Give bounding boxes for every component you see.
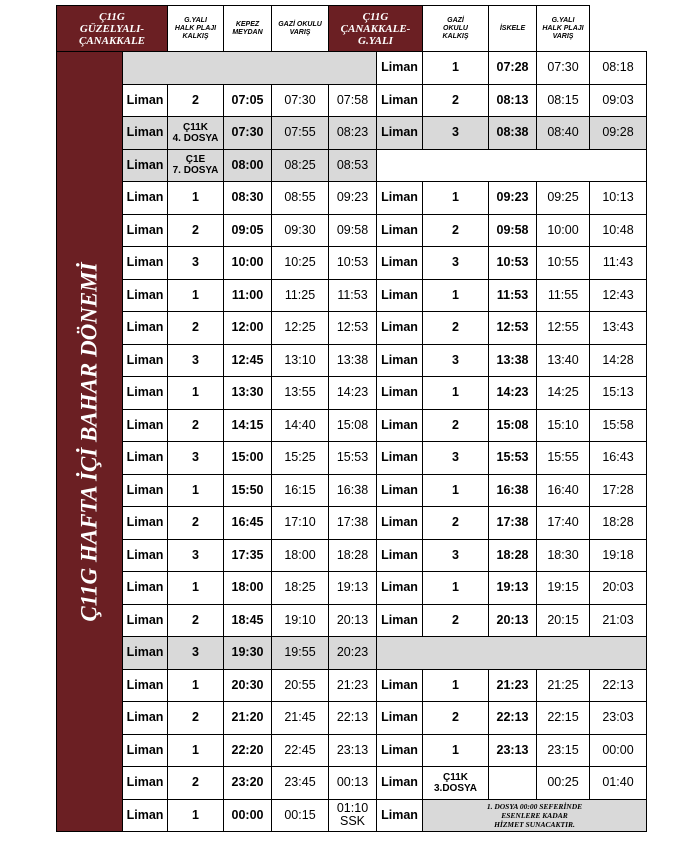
right-mid: 09:25: [537, 182, 590, 215]
right-stop: Liman: [377, 182, 423, 215]
table-row: [57, 377, 647, 410]
left-mid: 00:15: [272, 799, 329, 832]
left-stop: Liman: [123, 702, 168, 735]
side-title-band: [57, 52, 123, 832]
right-group: 1: [423, 734, 489, 767]
left-mid: 22:45: [272, 734, 329, 767]
right-stop: Liman: [377, 669, 423, 702]
right-departure: 12:53: [489, 312, 537, 345]
left-group: 1: [168, 182, 224, 215]
right-mid: 13:40: [537, 344, 590, 377]
right-empty-cell: [377, 637, 647, 670]
right-mid: 07:30: [537, 52, 590, 85]
left-arrival: 09:58: [329, 214, 377, 247]
right-mid: 18:30: [537, 539, 590, 572]
right-mid: 23:15: [537, 734, 590, 767]
right-stop: Liman: [377, 117, 423, 150]
right-departure: 22:13: [489, 702, 537, 735]
right-departure: 15:53: [489, 442, 537, 475]
table-row: [57, 572, 647, 605]
table-row: [57, 604, 647, 637]
left-arrival: 18:28: [329, 539, 377, 572]
left-departure: 17:35: [224, 539, 272, 572]
right-departure: 17:38: [489, 507, 537, 540]
right-mid: 15:10: [537, 409, 590, 442]
right-stop: Liman: [377, 442, 423, 475]
left-stop: Liman: [123, 214, 168, 247]
right-group: 1: [423, 52, 489, 85]
right-stop: Liman: [377, 572, 423, 605]
left-departure: 23:20: [224, 767, 272, 800]
left-stop: Liman: [123, 767, 168, 800]
left-group: 3: [168, 247, 224, 280]
left-mid: 21:45: [272, 702, 329, 735]
left-group: 2: [168, 767, 224, 800]
right-arrival: 14:28: [590, 344, 647, 377]
right-mid: 11:55: [537, 279, 590, 312]
left-arrival: 12:53: [329, 312, 377, 345]
right-departure: 18:28: [489, 539, 537, 572]
right-note: 1. DOSYA 00:00 SEFERİNDE ESENLERE KADAR HİZMET SUNACAKTIR.: [423, 799, 647, 832]
table-row: [57, 312, 647, 345]
left-arrival: 19:13: [329, 572, 377, 605]
right-group: 1: [423, 279, 489, 312]
left-stop: Liman: [123, 312, 168, 345]
left-mid: 18:00: [272, 539, 329, 572]
right-arrival: 00:00: [590, 734, 647, 767]
left-mid: 18:25: [272, 572, 329, 605]
table-row: [57, 214, 647, 247]
left-empty-cell: [123, 52, 377, 85]
left-arrival: 23:13: [329, 734, 377, 767]
right-arrival: 09:28: [590, 117, 647, 150]
right-group: 3: [423, 117, 489, 150]
left-mid: 11:25: [272, 279, 329, 312]
right-group: 2: [423, 604, 489, 637]
right-mid: 15:55: [537, 442, 590, 475]
right-mid: 10:00: [537, 214, 590, 247]
left-group: 1: [168, 669, 224, 702]
left-arrival: 08:53: [329, 149, 377, 182]
right-arrival: 01:40: [590, 767, 647, 800]
right-departure: 20:13: [489, 604, 537, 637]
left-arrival: 01:10 SSK: [329, 799, 377, 832]
left-departure: 10:00: [224, 247, 272, 280]
right-stop: Liman: [377, 214, 423, 247]
left-group: 3: [168, 539, 224, 572]
left-arrival: 17:38: [329, 507, 377, 540]
right-arrival: 17:28: [590, 474, 647, 507]
right-group: 3: [423, 442, 489, 475]
right-arrival: 15:58: [590, 409, 647, 442]
left-mid: 15:25: [272, 442, 329, 475]
right-group: 1: [423, 182, 489, 215]
left-mid: 19:55: [272, 637, 329, 670]
left-group: 2: [168, 312, 224, 345]
left-departure: 12:45: [224, 344, 272, 377]
right-stop: Liman: [377, 312, 423, 345]
left-stop: Liman: [123, 247, 168, 280]
left-stop: Liman: [123, 149, 168, 182]
right-group: 3: [423, 344, 489, 377]
right-mid: 20:15: [537, 604, 590, 637]
left-stop: Liman: [123, 799, 168, 832]
left-arrival: 14:23: [329, 377, 377, 410]
right-arrival: 12:43: [590, 279, 647, 312]
left-stop: Liman: [123, 507, 168, 540]
left-arrival: 20:13: [329, 604, 377, 637]
table-row: [57, 117, 647, 150]
left-mid: 08:25: [272, 149, 329, 182]
table-row: [57, 474, 647, 507]
right-mid: 00:25: [537, 767, 590, 800]
left-stop: Liman: [123, 539, 168, 572]
right-arrival: 20:03: [590, 572, 647, 605]
left-arrival: 08:23: [329, 117, 377, 150]
left-mid: 13:10: [272, 344, 329, 377]
left-departure: 15:00: [224, 442, 272, 475]
right-departure: 08:13: [489, 84, 537, 117]
left-arrival: 15:08: [329, 409, 377, 442]
table-row: [57, 799, 647, 832]
right-arrival: 09:03: [590, 84, 647, 117]
left-group: 3: [168, 442, 224, 475]
right-mid: 16:40: [537, 474, 590, 507]
left-mid: 23:45: [272, 767, 329, 800]
left-departure: 18:00: [224, 572, 272, 605]
right-group: 1: [423, 669, 489, 702]
left-departure: 08:00: [224, 149, 272, 182]
table-row: [57, 539, 647, 572]
right-departure: 15:08: [489, 409, 537, 442]
left-mid: 17:10: [272, 507, 329, 540]
table-row: [57, 84, 647, 117]
left-stop: Liman: [123, 604, 168, 637]
right-group: 2: [423, 312, 489, 345]
right-arrival: 21:03: [590, 604, 647, 637]
left-mid: 09:30: [272, 214, 329, 247]
table-row: [57, 344, 647, 377]
right-departure: 09:23: [489, 182, 537, 215]
left-arrival: 09:23: [329, 182, 377, 215]
right-departure: 16:38: [489, 474, 537, 507]
right-mid: 08:40: [537, 117, 590, 150]
right-mid: 08:15: [537, 84, 590, 117]
left-departure: 13:30: [224, 377, 272, 410]
right-mid: 19:15: [537, 572, 590, 605]
left-stop: Liman: [123, 117, 168, 150]
left-group: 2: [168, 702, 224, 735]
timetable: [56, 5, 647, 832]
right-stop: Liman: [377, 474, 423, 507]
right-stop: Liman: [377, 767, 423, 800]
table-row: [57, 182, 647, 215]
right-stop: Liman: [377, 539, 423, 572]
left-departure: 14:15: [224, 409, 272, 442]
left-arrival: 20:23: [329, 637, 377, 670]
left-departure: 00:00: [224, 799, 272, 832]
right-stop: Liman: [377, 409, 423, 442]
left-group: 2: [168, 409, 224, 442]
gazi-okulu-departure-header: GAZİ OKULU KALKIŞ: [423, 6, 489, 52]
right-arrival: 23:03: [590, 702, 647, 735]
left-group: Ç11K 4. DOSYA: [168, 117, 224, 150]
left-stop: Liman: [123, 84, 168, 117]
left-route-header: Ç11G GÜZELYALI-ÇANAKKALE: [57, 6, 168, 52]
right-mid: 10:55: [537, 247, 590, 280]
left-arrival: 10:53: [329, 247, 377, 280]
right-group: 3: [423, 247, 489, 280]
left-group: 1: [168, 279, 224, 312]
right-stop: Liman: [377, 604, 423, 637]
right-departure: 11:53: [489, 279, 537, 312]
table-row: [57, 52, 647, 85]
right-stop: Liman: [377, 734, 423, 767]
left-departure: 16:45: [224, 507, 272, 540]
side-title: Ç11G HAFTA İÇİ BAHAR DÖNEMİ: [76, 261, 102, 622]
right-stop: Liman: [377, 84, 423, 117]
right-departure: [489, 767, 537, 800]
left-stop: Liman: [123, 669, 168, 702]
right-stop: Liman: [377, 377, 423, 410]
left-group: 1: [168, 799, 224, 832]
left-stop: Liman: [123, 182, 168, 215]
table-row: [57, 149, 647, 182]
left-departure: 15:50: [224, 474, 272, 507]
left-mid: 12:25: [272, 312, 329, 345]
left-mid: 08:55: [272, 182, 329, 215]
left-departure: 11:00: [224, 279, 272, 312]
left-arrival: 16:38: [329, 474, 377, 507]
halk-plaji-departure-header: G.YALI HALK PLAJI KALKIŞ: [168, 6, 224, 52]
left-group: Ç1E 7. DOSYA: [168, 149, 224, 182]
right-group: 1: [423, 572, 489, 605]
left-mid: 14:40: [272, 409, 329, 442]
table-row: [57, 507, 647, 540]
table-row: [57, 247, 647, 280]
right-group: 2: [423, 214, 489, 247]
left-stop: Liman: [123, 734, 168, 767]
right-mid: 14:25: [537, 377, 590, 410]
table-row: [57, 734, 647, 767]
right-arrival: 22:13: [590, 669, 647, 702]
right-group: 2: [423, 409, 489, 442]
left-mid: 07:55: [272, 117, 329, 150]
table-row: [57, 279, 647, 312]
right-arrival: 11:43: [590, 247, 647, 280]
left-stop: Liman: [123, 344, 168, 377]
left-departure: 08:30: [224, 182, 272, 215]
left-mid: 07:30: [272, 84, 329, 117]
right-departure: 13:38: [489, 344, 537, 377]
table-row: [57, 637, 647, 670]
left-departure: 09:05: [224, 214, 272, 247]
left-group: 2: [168, 214, 224, 247]
right-mid: 17:40: [537, 507, 590, 540]
left-stop: Liman: [123, 442, 168, 475]
left-arrival: 07:58: [329, 84, 377, 117]
left-group: 1: [168, 377, 224, 410]
left-mid: 13:55: [272, 377, 329, 410]
right-departure: 14:23: [489, 377, 537, 410]
right-group: 2: [423, 84, 489, 117]
right-arrival: 16:43: [590, 442, 647, 475]
left-stop: Liman: [123, 474, 168, 507]
right-departure: 07:28: [489, 52, 537, 85]
right-group: Ç11K 3.DOSYA: [423, 767, 489, 800]
right-mid: 12:55: [537, 312, 590, 345]
right-group: 1: [423, 474, 489, 507]
right-mid: 22:15: [537, 702, 590, 735]
right-departure: 08:38: [489, 117, 537, 150]
left-group: 2: [168, 507, 224, 540]
right-group: 1: [423, 377, 489, 410]
left-group: 2: [168, 604, 224, 637]
left-departure: 12:00: [224, 312, 272, 345]
right-arrival: 18:28: [590, 507, 647, 540]
left-arrival: 21:23: [329, 669, 377, 702]
left-group: 2: [168, 84, 224, 117]
left-group: 3: [168, 344, 224, 377]
left-group: 3: [168, 637, 224, 670]
left-group: 1: [168, 734, 224, 767]
left-stop: Liman: [123, 572, 168, 605]
right-arrival: 15:13: [590, 377, 647, 410]
left-departure: 19:30: [224, 637, 272, 670]
left-mid: 10:25: [272, 247, 329, 280]
right-stop: Liman: [377, 52, 423, 85]
right-departure: 21:23: [489, 669, 537, 702]
right-stop: Liman: [377, 507, 423, 540]
left-stop: Liman: [123, 637, 168, 670]
right-route-header: Ç11G ÇANAKKALE-G.YALI: [329, 6, 423, 52]
right-mid: 21:25: [537, 669, 590, 702]
right-stop: Liman: [377, 702, 423, 735]
left-stop: Liman: [123, 279, 168, 312]
left-arrival: 13:38: [329, 344, 377, 377]
right-arrival: 08:18: [590, 52, 647, 85]
table-row: [57, 442, 647, 475]
right-departure: 23:13: [489, 734, 537, 767]
left-departure: 07:30: [224, 117, 272, 150]
right-arrival: 10:48: [590, 214, 647, 247]
left-arrival: 11:53: [329, 279, 377, 312]
right-departure: 09:58: [489, 214, 537, 247]
left-departure: 18:45: [224, 604, 272, 637]
iskele-header: İSKELE: [489, 6, 537, 52]
left-mid: 16:15: [272, 474, 329, 507]
right-arrival: 19:18: [590, 539, 647, 572]
left-group: 1: [168, 474, 224, 507]
table-row: [57, 409, 647, 442]
right-stop: Liman: [377, 344, 423, 377]
left-departure: 07:05: [224, 84, 272, 117]
left-stop: Liman: [123, 377, 168, 410]
left-departure: 21:20: [224, 702, 272, 735]
halk-plaji-arrival-header: G.YALI HALK PLAJI VARIŞ: [537, 6, 590, 52]
right-empty-cell: [377, 149, 647, 182]
right-stop: Liman: [377, 247, 423, 280]
left-arrival: 00:13: [329, 767, 377, 800]
right-group: 2: [423, 507, 489, 540]
right-stop: Liman: [377, 799, 423, 832]
right-group: 3: [423, 539, 489, 572]
right-arrival: 10:13: [590, 182, 647, 215]
left-departure: 20:30: [224, 669, 272, 702]
left-stop: Liman: [123, 409, 168, 442]
table-row: [57, 767, 647, 800]
right-arrival: 13:43: [590, 312, 647, 345]
left-arrival: 15:53: [329, 442, 377, 475]
left-mid: 19:10: [272, 604, 329, 637]
table-row: [57, 702, 647, 735]
right-stop: Liman: [377, 279, 423, 312]
left-departure: 22:20: [224, 734, 272, 767]
left-group: 1: [168, 572, 224, 605]
left-arrival: 22:13: [329, 702, 377, 735]
gazi-okulu-arrival-header: GAZİ OKULU VARIŞ: [272, 6, 329, 52]
left-mid: 20:55: [272, 669, 329, 702]
right-group: 2: [423, 702, 489, 735]
right-departure: 10:53: [489, 247, 537, 280]
table-row: [57, 669, 647, 702]
kepez-meydan-header: KEPEZ MEYDAN: [224, 6, 272, 52]
right-departure: 19:13: [489, 572, 537, 605]
